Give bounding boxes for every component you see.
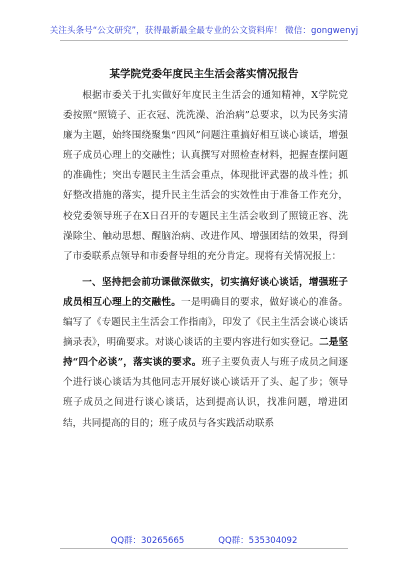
footer-qq-group-2: QQ群：535304092 (218, 536, 298, 546)
section-text-1: 一是明确目的要求，做好谈心的准备。编写了《专题民主生活会工作指南》，印发了《民主生活会谈心谈话摘录表》，明确要求。对谈心谈话的主要内容进行如实登记。 (63, 296, 348, 349)
header-banner: 关注头条号“公文研究”，获得最新最全最专业的公文资料库！ 微信：gongwenyj (49, 26, 359, 36)
paragraph-intro: 根据市委关于扎实做好年度民主生活会的通知精神，X学院党委按照“照镜子、正衣冠、洗洗澡、治治病”总要求，以为民务实清廉为主题，始终围绕聚集“四风”问题注重搞好相互谈心谈话，增强班子成员心理上的交融性；认真撰写对照检查材料，把握查摆问题的准确性；突出专题民主生活会重点，体现批评武器的战斗性；抓好整改措施的落实，提升民主生活会的实效性由于准备工作充分，校党委领导班子在X日召开的专题民主生活会收到了照镜正容、洗澡除尘、触动思想、醒脑治病、改进作风、增强团结的效果，得到了市委联系点领导和市委督导组的充分肯定。现将有关情况报上： (63, 90, 348, 262)
section-subheading-2: 二是坚持“四个必谈”，落实谈的要求。 (63, 337, 348, 369)
paragraph-section-1 (63, 273, 348, 434)
footer-qq-group-1: QQ群：30265665 (110, 536, 185, 546)
section-heading-1: 一、坚持把会前功课做深做实，切实搞好谈心谈话，增强班子成员相互心理上的交融性。 (63, 276, 348, 308)
footer-contacts (0, 534, 408, 546)
document-title: 某学院党委年度民主生活会落实情况报告 (109, 68, 299, 80)
header-divider (60, 40, 348, 41)
document-body (63, 86, 348, 434)
section-text-2: 班子主要负责人与班子成员之间逐个进行谈心谈话为其他同志开展好谈心谈话开了头、起了步；领导班子成员之间进行谈心谈话，达到提高认识，找准问题，增进团结，共同提高的目的；班子成员与各实践活动联系 (63, 357, 348, 429)
footer-divider (60, 548, 348, 549)
